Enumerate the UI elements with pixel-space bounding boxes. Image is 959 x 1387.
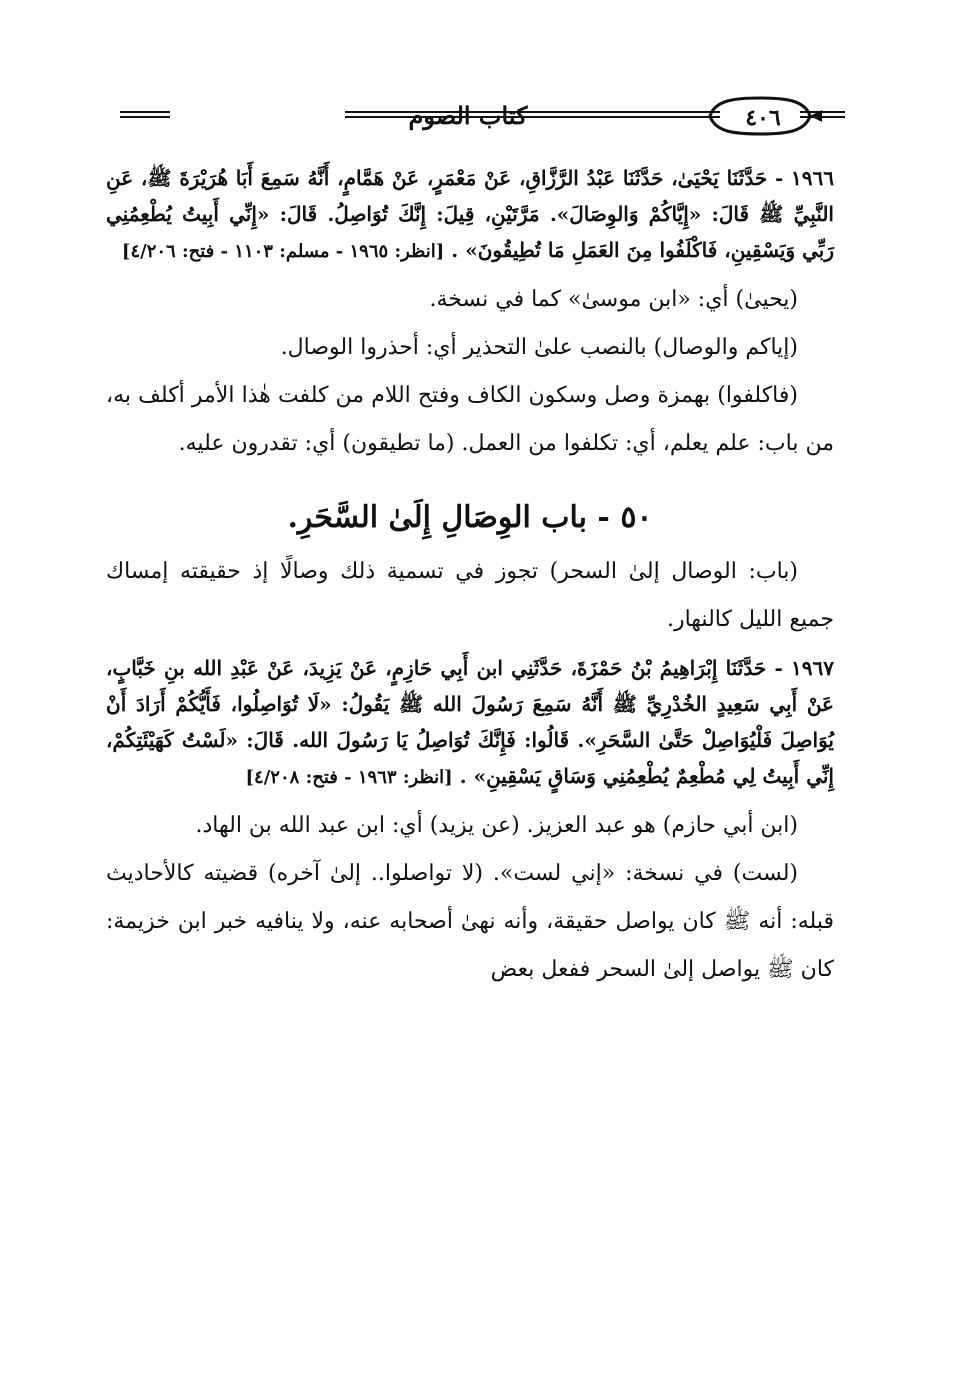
hadith-1966-reference: [انظر: ١٩٦٥ - مسلم: ١١٠٣ - فتح: ٤/٢٠٦] bbox=[121, 241, 445, 262]
chapter-comment: (باب: الوصال إلىٰ السحر) تجوز في تسمية ذلك وصالًا إذ حقيقته إمساك جميع الليل كالنهار. bbox=[106, 559, 834, 632]
hadith-1966-text: ١٩٦٦ - حَدَّثَنَا يَحْيَىٰ، حَدَّثَنَا عَبْدُ الرَّزَّاقِ، عَنْ مَعْمَرٍ، عَنْ هَمَّامٍ، أَنَّهُ سَمِعَ أَبَا هُرَيْرَةَ ﷺ، عَنِ النَّبِيِّ ﷺ قَالَ: «إِيَّاكُمْ وَالوِصَالَ». مَرَّتَيْنِ، قِيلَ: إِنَّكَ تُوَاصِلُ. قَالَ: «إِنِّي أَبِيتُ يُطْعِمُنِي رَبِّي وَيَسْقِينِ، فَاكْلَفُوا مِنَ العَمَلِ مَا تُطِيقُونَ» . bbox=[106, 166, 834, 262]
hadith-1967-reference: [انظر: ١٩٦٣ - فتح: ٤/٢٠٨] bbox=[245, 767, 453, 788]
comment-paragraph: (إياكم والوصال) بالنصب علىٰ التحذير أي: أحذروا الوصال. bbox=[280, 335, 798, 360]
chapter-heading: ٥٠ - باب الوِصَالِ إِلَىٰ السَّحَرِ. bbox=[287, 500, 653, 535]
page-number: ٤٠٦ bbox=[745, 105, 781, 131]
page-body bbox=[106, 160, 834, 1380]
comment-paragraph: (فاكلفوا) بهمزة وصل وسكون الكاف وفتح اللام من كلفت هٰذا الأمر أكلف به، من باب: علم يعلم، أي: تكلفوا من العمل. (ما تطيقون) أي: تقدرون عليه. bbox=[106, 383, 834, 456]
running-title: كتاب الصوم bbox=[408, 101, 528, 130]
hadith-1967-text: ١٩٦٧ - حَدَّثَنَا إِبْرَاهِيمُ بْنُ حَمْزَةَ، حَدَّثَنِي ابن أَبِي حَازِمٍ، عَنْ يَزِيدَ، عَنْ عَبْدِ الله بنِ خَبَّابٍ، عَنْ أَبِي سَعِيدٍ الخُدْرِيِّ ﷺ أَنَّهُ سَمِعَ رَسُولَ الله ﷺ يَقُولُ: «لَا تُوَاصِلُوا، فَأَيُّكُمْ أَرَادَ أَنْ يُوَاصِلَ فَلْيُوَاصِلْ حَتَّىٰ السَّحَرِ». قَالُوا: فَإِنَّكَ تُوَاصِلُ يَا رَسُولَ الله. قَالَ: «لَسْتُ كَهَيْئَتِكُمْ، إِنِّي أَبِيتُ لِي مُطْعِمٌ يُطْعِمُنِي وَسَاقٍ يَسْقِينِ» . bbox=[106, 656, 834, 788]
hadith-1966 bbox=[106, 160, 834, 270]
comment-paragraph: (ابن أبي حازم) هو عبد العزيز. (عن يزيد) أي: ابن عبد الله بن الهاد. bbox=[195, 813, 798, 838]
page-header bbox=[110, 92, 845, 144]
hadith-1967 bbox=[106, 650, 834, 796]
comment-paragraph: (لست) في نسخة: «إني لست». (لا تواصلوا.. إلىٰ آخره) قضيته كالأحاديث قبله: أنه ﷺ كان يواصل حقيقة، وأنه نهىٰ أصحابه عنه، ولا ينافيه خبر ابن خزيمة: كان ﷺ يواصل إلىٰ السحر ففعل بعض bbox=[106, 861, 834, 982]
comment-paragraph: (يحيىٰ) أي: «ابن موسىٰ» كما في نسخة. bbox=[429, 287, 798, 312]
